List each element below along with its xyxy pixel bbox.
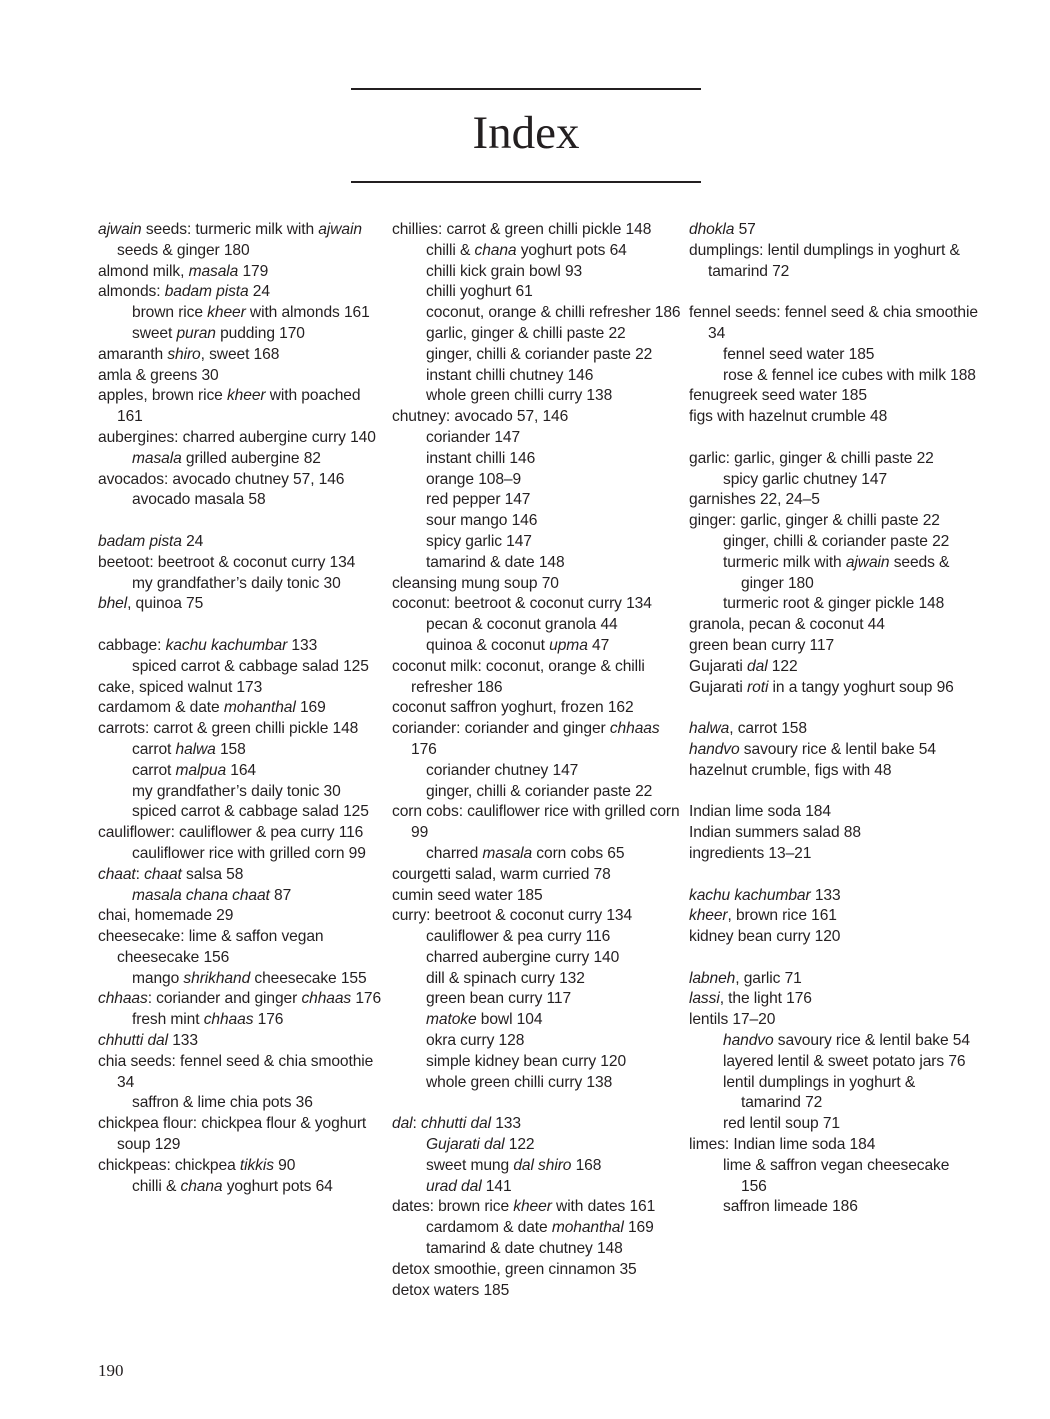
index-subentry: tamarind & date chutney 148: [426, 1240, 623, 1258]
index-subentry: carrot malpua 164: [132, 761, 256, 779]
index-subentry: charred aubergine curry 140: [426, 948, 620, 966]
index-subentry: avocado masala 58: [132, 491, 266, 509]
index-entry: detox smoothie, green cinnamon 35: [392, 1260, 637, 1278]
entry-gap: [392, 1093, 682, 1114]
index-entry: chia seeds: fennel seed & chia smoothie 34: [98, 1052, 374, 1091]
index-entry: cauliflower: cauliflower & pea curry 116: [98, 824, 364, 842]
index-subentry: fennel seed water 185: [723, 345, 875, 363]
index-entry: chickpea flour: chickpea flour & yoghurt soup 129: [98, 1115, 367, 1154]
index-entry: coriander: coriander and ginger chhaas 176: [392, 720, 660, 758]
entry-gap: [689, 865, 979, 886]
index-entry: courgetti salad, warm curried 78: [392, 865, 611, 883]
index-subentry: green bean curry 117: [426, 990, 572, 1008]
index-subentry: instant chilli 146: [426, 449, 536, 467]
index-subentry: spiced carrot & cabbage salad 125: [132, 657, 369, 675]
entry-gap: [689, 282, 979, 303]
title-rule-bottom: [351, 181, 701, 183]
index-entry: garnishes 22, 24–5: [689, 491, 820, 509]
index-entry: cardamom & date mohanthal 169: [98, 699, 326, 717]
index-entry: fennel seeds: fennel seed & chia smoothie 34: [689, 304, 978, 342]
index-subentry: spicy garlic chutney 147: [723, 470, 888, 488]
index-column-3: [689, 220, 979, 1218]
index-subentry: red lentil soup 71: [723, 1115, 840, 1133]
index-entry: cake, spiced walnut 173: [98, 678, 263, 696]
index-subentry: masala chana chaat 87: [132, 886, 292, 904]
index-entry: labneh, garlic 71: [689, 969, 802, 987]
index-entry: amla & greens 30: [98, 366, 219, 384]
index-subentry: simple kidney bean curry 120: [426, 1052, 627, 1070]
index-subentry: coconut, orange & chilli refresher 186: [426, 304, 681, 322]
index-entry: figs with hazelnut crumble 48: [689, 408, 888, 426]
index-entry: coconut saffron yoghurt, frozen 162: [392, 699, 634, 717]
page-number: 190: [98, 1361, 124, 1380]
index-entry: Gujarati roti in a tangy yoghurt soup 96: [689, 678, 954, 696]
index-entry: chillies: carrot & green chilli pickle 148: [392, 221, 652, 238]
index-entry: kachu kachumbar 133: [689, 886, 841, 904]
index-entry: Indian lime soda 184: [689, 803, 831, 821]
index-entry: chhaas: coriander and ginger chhaas 176: [98, 990, 382, 1008]
index-subentry: okra curry 128: [426, 1032, 525, 1050]
index-subentry: layered lentil & sweet potato jars 76: [723, 1052, 966, 1070]
index-subentry: cardamom & date mohanthal 169: [426, 1219, 654, 1237]
index-subentry: whole green chilli curry 138: [426, 1073, 613, 1091]
index-entry: avocados: avocado chutney 57, 146: [98, 470, 345, 488]
index-entry: ajwain seeds: turmeric milk with ajwain seeds & ginger 180: [98, 221, 362, 259]
index-entry: amaranth shiro, sweet 168: [98, 345, 280, 363]
index-subentry: matoke bowl 104: [426, 1011, 543, 1029]
index-entry: dumplings: lentil dumplings in yoghurt & tamarind 72: [689, 241, 960, 280]
index-column-1: [98, 220, 383, 1197]
index-subentry: chilli yoghurt 61: [426, 283, 533, 301]
index-subentry: my grandfather’s daily tonic 30: [132, 574, 341, 592]
index-subentry: saffron & lime chia pots 36: [132, 1094, 313, 1112]
index-entry: chhutti dal 133: [98, 1032, 198, 1050]
page-title: Index: [472, 107, 580, 159]
index-subentry: chilli & chana yoghurt pots 64: [426, 241, 627, 259]
index-entry: corn cobs: cauliflower rice with grilled corn 99: [392, 803, 680, 842]
index-subentry: charred masala corn cobs 65: [426, 844, 625, 862]
index-entry: apples, brown rice kheer with poached 161: [98, 387, 361, 426]
index-entry: chutney: avocado 57, 146: [392, 408, 569, 426]
index-entry: handvo savoury rice & lentil bake 54: [689, 740, 936, 758]
index-entry: halwa, carrot 158: [689, 720, 807, 738]
index-subentry: masala grilled aubergine 82: [132, 449, 321, 467]
index-subentry: my grandfather’s daily tonic 30: [132, 782, 341, 800]
index-entry: carrots: carrot & green chilli pickle 148: [98, 720, 359, 738]
index-entry: cheesecake: lime & saffon vegan cheesecake 156: [98, 928, 324, 966]
index-subentry: spicy garlic 147: [426, 532, 532, 550]
index-subentry: coriander chutney 147: [426, 761, 579, 779]
index-entry: lentils 17–20: [689, 1011, 776, 1029]
index-entry: coconut milk: coconut, orange & chilli refresher 186: [392, 657, 645, 696]
index-subentry: red pepper 147: [426, 491, 531, 509]
index-subentry: tamarind & date 148: [426, 553, 565, 571]
index-subentry: turmeric root & ginger pickle 148: [723, 595, 945, 613]
index-subentry: instant chilli chutney 146: [426, 366, 594, 384]
index-entry: lassi, the light 176: [689, 990, 812, 1008]
index-entry: curry: beetroot & coconut curry 134: [392, 907, 633, 925]
index-entry: fenugreek seed water 185: [689, 387, 867, 405]
index-subentry: sweet puran pudding 170: [132, 324, 305, 342]
index-entry: cleansing mung soup 70: [392, 574, 559, 592]
index-entry: badam pista 24: [98, 532, 204, 550]
index-subentry: dill & spinach curry 132: [426, 969, 585, 987]
index-entry: aubergines: charred aubergine curry 140: [98, 428, 376, 446]
index-entry: detox waters 185: [392, 1281, 510, 1299]
index-entry: coconut: beetroot & coconut curry 134: [392, 595, 652, 613]
index-subentry: whole green chilli curry 138: [426, 387, 613, 405]
index-entry: garlic: garlic, ginger & chilli paste 22: [689, 449, 934, 467]
index-subentry: turmeric milk with ajwain seeds & ginger 180: [723, 553, 950, 592]
index-entry: kidney bean curry 120: [689, 928, 841, 946]
index-subentry: rose & fennel ice cubes with milk 188: [723, 366, 976, 384]
index-subentry: lentil dumplings in yoghurt & tamarind 72: [723, 1073, 916, 1112]
index-entry: ginger: garlic, ginger & chilli paste 22: [689, 512, 940, 530]
index-entry: chaat: chaat salsa 58: [98, 865, 244, 883]
index-subentry: Gujarati dal 122: [426, 1136, 535, 1154]
index-subentry: lime & saffron vegan cheesecake 156: [723, 1156, 950, 1195]
index-subentry: carrot halwa 158: [132, 740, 246, 758]
index-entry: bhel, quinoa 75: [98, 595, 204, 613]
index-subentry: ginger, chilli & coriander paste 22: [426, 345, 653, 363]
index-subentry: garlic, ginger & chilli paste 22: [426, 324, 626, 342]
index-entry: kheer, brown rice 161: [689, 907, 837, 925]
index-entry: almond milk, masala 179: [98, 262, 269, 280]
index-subentry: brown rice kheer with almonds 161: [132, 304, 370, 322]
index-subentry: urad dal 141: [426, 1177, 512, 1195]
index-subentry: cauliflower & pea curry 116: [426, 928, 611, 946]
index-subentry: ginger, chilli & coriander paste 22: [426, 782, 653, 800]
index-subentry: coriander 147: [426, 428, 521, 446]
index-subentry: ginger, chilli & coriander paste 22: [723, 532, 950, 550]
index-subentry: orange 108–9: [426, 470, 522, 488]
index-entry: cumin seed water 185: [392, 886, 543, 904]
index-entry: dates: brown rice kheer with dates 161: [392, 1198, 656, 1216]
index-subentry: quinoa & coconut upma 47: [426, 636, 610, 654]
index-entry: granola, pecan & coconut 44: [689, 616, 885, 634]
index-subentry: chilli & chana yoghurt pots 64: [132, 1177, 333, 1195]
entry-gap: [689, 698, 979, 719]
index-entry: limes: Indian lime soda 184: [689, 1136, 876, 1154]
index-entry: hazelnut crumble, figs with 48: [689, 761, 892, 779]
entry-gap: [98, 511, 383, 532]
index-entry: chickpeas: chickpea tikkis 90: [98, 1156, 296, 1174]
index-subentry: spiced carrot & cabbage salad 125: [132, 803, 369, 821]
entry-gap: [689, 428, 979, 449]
index-subentry: chilli kick grain bowl 93: [426, 262, 583, 280]
index-entry: cabbage: kachu kachumbar 133: [98, 636, 318, 654]
index-entry: beetoot: beetroot & coconut curry 134: [98, 553, 356, 571]
index-entry: almonds: badam pista 24: [98, 283, 270, 301]
title-rule-top: [351, 88, 701, 90]
index-subentry: saffron limeade 186: [723, 1198, 858, 1216]
entry-gap: [98, 615, 383, 636]
entry-gap: [689, 948, 979, 969]
index-subentry: pecan & coconut granola 44: [426, 616, 618, 634]
entry-gap: [689, 782, 979, 803]
index-subentry: cauliflower rice with grilled corn 99: [132, 844, 366, 862]
index-entry: green bean curry 117: [689, 636, 835, 654]
index-entry: dhokla 57: [689, 221, 756, 238]
index-entry: dal: chhutti dal 133: [392, 1115, 521, 1133]
index-subentry: sour mango 146: [426, 512, 538, 530]
index-column-2: [392, 220, 682, 1301]
index-entry: Indian summers salad 88: [689, 824, 861, 842]
index-entry: Gujarati dal 122: [689, 657, 798, 675]
index-subentry: handvo savoury rice & lentil bake 54: [723, 1032, 970, 1050]
index-entry: ingredients 13–21: [689, 844, 812, 862]
index-entry: chai, homemade 29: [98, 907, 234, 925]
index-subentry: mango shrikhand cheesecake 155: [132, 969, 367, 987]
index-subentry: sweet mung dal shiro 168: [426, 1156, 602, 1174]
index-subentry: fresh mint chhaas 176: [132, 1011, 284, 1029]
